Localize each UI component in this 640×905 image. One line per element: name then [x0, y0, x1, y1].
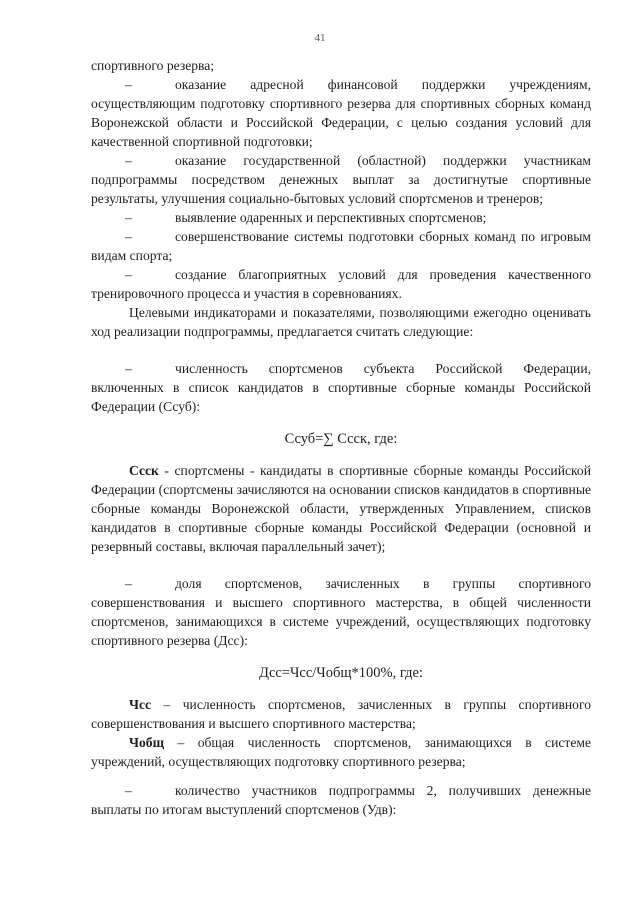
list-item-text: оказание государственной (областной) поддержки участникам подпрограммы посредством денежных выплат за достигнутые спортивные результаты, улучшения социально-бытовых условий спортсменов и тренеров; — [91, 153, 591, 206]
list-item-text: создание благоприятных условий для проведения качественного тренировочного процесса и участия в соревнованиях. — [91, 267, 591, 301]
list-item-text: оказание адресной финансовой поддержки учреждениям, осуществляющим подготовку спортивного резерва для спортивных сборных команд Воронежской области и Российской Федерации, с целью создания условий для качественной спортивной подготовки; — [91, 77, 591, 149]
list-item — [91, 359, 591, 416]
list-item — [91, 574, 591, 650]
term-chobshch: Чобщ — [129, 735, 165, 750]
page-number: 41 — [314, 32, 326, 44]
list-item-text: выявление одаренных и перспективных спортсменов; — [175, 210, 487, 225]
formula-dss: Дсс=Чсс/Чобщ*100%, где: — [259, 665, 423, 681]
list-item — [91, 208, 591, 227]
definition-text: – численность спортсменов, зачисленных в группы спортивного совершенствования и высшего спортивного мастерства; — [91, 697, 591, 731]
definition-text: – общая численность спортсменов, занимающихся в системе учреждений, осуществляющих подготовку спортивного резерва; — [91, 735, 591, 769]
paragraph-indicators: Целевыми индикаторами и показателями, позволяющими ежегодно оценивать ход реализации подпрограммы, предлагается считать следующие: — [91, 305, 591, 339]
list-dash: – — [125, 77, 132, 92]
list-dash: – — [125, 576, 132, 591]
paragraph-continuation: спортивного резерва; — [91, 58, 215, 73]
list-item-text: доля спортсменов, зачисленных в группы спортивного совершенствования и высшего спортивного мастерства, в общей численности спортсменов, занимающихся в системе учреждений, осуществляющих подготовку спортивного резерва (Дсс): — [91, 576, 591, 648]
list-dash: – — [125, 361, 132, 376]
list-item — [91, 75, 591, 151]
definition-chobshch — [91, 733, 591, 771]
list-item — [91, 227, 591, 265]
list-dash: – — [125, 267, 132, 282]
list-dash: – — [125, 210, 132, 225]
formula-ssub: Ссуб=∑ Ссск, где: — [284, 431, 398, 447]
list-item-text: численность спортсменов субъекта Российской Федерации, включенных в список кандидатов в спортивные сборные команды Российской Федерации (Ссуб): — [91, 361, 591, 414]
list-item — [91, 151, 591, 208]
term-sssk: Ссск — [129, 463, 159, 478]
list-item — [91, 265, 591, 303]
list-dash: – — [125, 783, 132, 798]
definition-text: - спортсмены - кандидаты в спортивные сборные команды Российской Федерации (спортсмены зачисляются на основании списков кандидатов в спортивные сборные команды Воронежской области, утвержденных Управлением, списков кандидатов в спортивные сборные команды Российской Федерации (основной и резервный составы, включая параллельный зачет); — [91, 463, 591, 554]
list-item — [91, 781, 591, 819]
list-item-text: совершенствование системы подготовки сборных команд по игровым видам спорта; — [91, 229, 591, 263]
list-item-text: количество участников подпрограммы 2, получивших денежные выплаты по итогам выступлений спортсменов (Удв): — [91, 783, 591, 817]
list-dash: – — [125, 153, 132, 168]
term-chss: Чсс — [129, 697, 152, 712]
definition-sssk — [91, 461, 591, 556]
definition-chss — [91, 695, 591, 733]
document-body — [91, 56, 591, 819]
list-dash: – — [125, 229, 132, 244]
